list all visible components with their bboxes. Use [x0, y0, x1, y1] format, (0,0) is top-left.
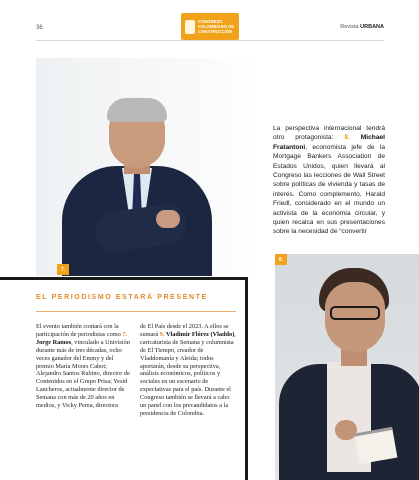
col1-text: El evento también contará con la participación de periodistas como [36, 323, 123, 338]
photo-notepad [355, 427, 398, 464]
intro-number: 8. [344, 134, 350, 142]
photo-number-badge: 8. [275, 254, 287, 265]
page-number: 36 [36, 25, 43, 31]
col1-number: 7. [122, 330, 128, 338]
photo-number-badge: 7. [57, 264, 69, 275]
photo-hand [335, 420, 357, 440]
intro-text: La perspectiva internacional tendrá otro protagonista: [273, 125, 385, 142]
photo-michael-fratantoni [275, 254, 419, 480]
logo-line: CONSTRUCCIÓN [198, 29, 233, 34]
magazine-title: URBANA [360, 24, 384, 30]
photo-glasses [330, 306, 380, 320]
logo-line: CONGRESO [198, 19, 223, 24]
photo-jorge-ramos [36, 58, 260, 276]
section-column-2 [140, 323, 236, 418]
photo-hair [107, 98, 167, 122]
section-column-1 [36, 323, 132, 410]
magazine-name [340, 24, 384, 30]
header-divider [36, 40, 384, 41]
col2-number: 9. [159, 330, 165, 338]
intro-text-rest: , economista jefe de la Mortgage Bankers Association de Estados Unidos, quien llevará al Congreso las lecciones de Wall Street sobre políticas de vivienda y tasas de interés. Como complemento, Harald Friedl, considerado en el mundo un activista de la economía circular, y quien recalca en sus presentaciones sobre la necesidad de “convertir [273, 143, 385, 236]
logo-text [198, 19, 234, 34]
col2-text: de El País desde el 2023. A ellos se sumará [140, 323, 229, 338]
col1-name: Jorge Ramos [36, 338, 72, 346]
photo-hand [156, 210, 180, 228]
col1-text-rest: , vinculado a Univisión durante más de tres décadas, ocho veces ganador del Emmy y del premio María Moors Cabot; Alejandro Santos Rubino, director de Contenidos en el Grupo Prisa; Yesid Lancheros, actualmente director de Semana con más de 20 años en medios, y Vicky Perea, directora [36, 338, 130, 410]
intro-name: Michael Fratantoni [273, 134, 385, 151]
magazine-prefix: Revista [340, 24, 359, 30]
congress-logo [181, 13, 239, 40]
logo-line: COLOMBIANO DE [198, 24, 235, 29]
col2-text-rest: , caricaturista de Semana y columnista de El Tiempo, creador de Vladdomanía y Aleida; todos aportarán, desde su perspectiva, análisis económicos, políticos y sociales en un escenario de expectativas para el país. Durante el Congreso también se llevará a cabo un panel con los precandidatos a la presidencia de Colombia. [140, 330, 236, 417]
intro-paragraph [273, 124, 385, 237]
section-divider [36, 311, 236, 312]
col2-name: Vladimir Flórez (Vladdo) [164, 330, 235, 338]
section-title: EL PERIODISMO ESTARÁ PRESENTE [36, 294, 208, 301]
logo-mark-icon [185, 20, 195, 34]
